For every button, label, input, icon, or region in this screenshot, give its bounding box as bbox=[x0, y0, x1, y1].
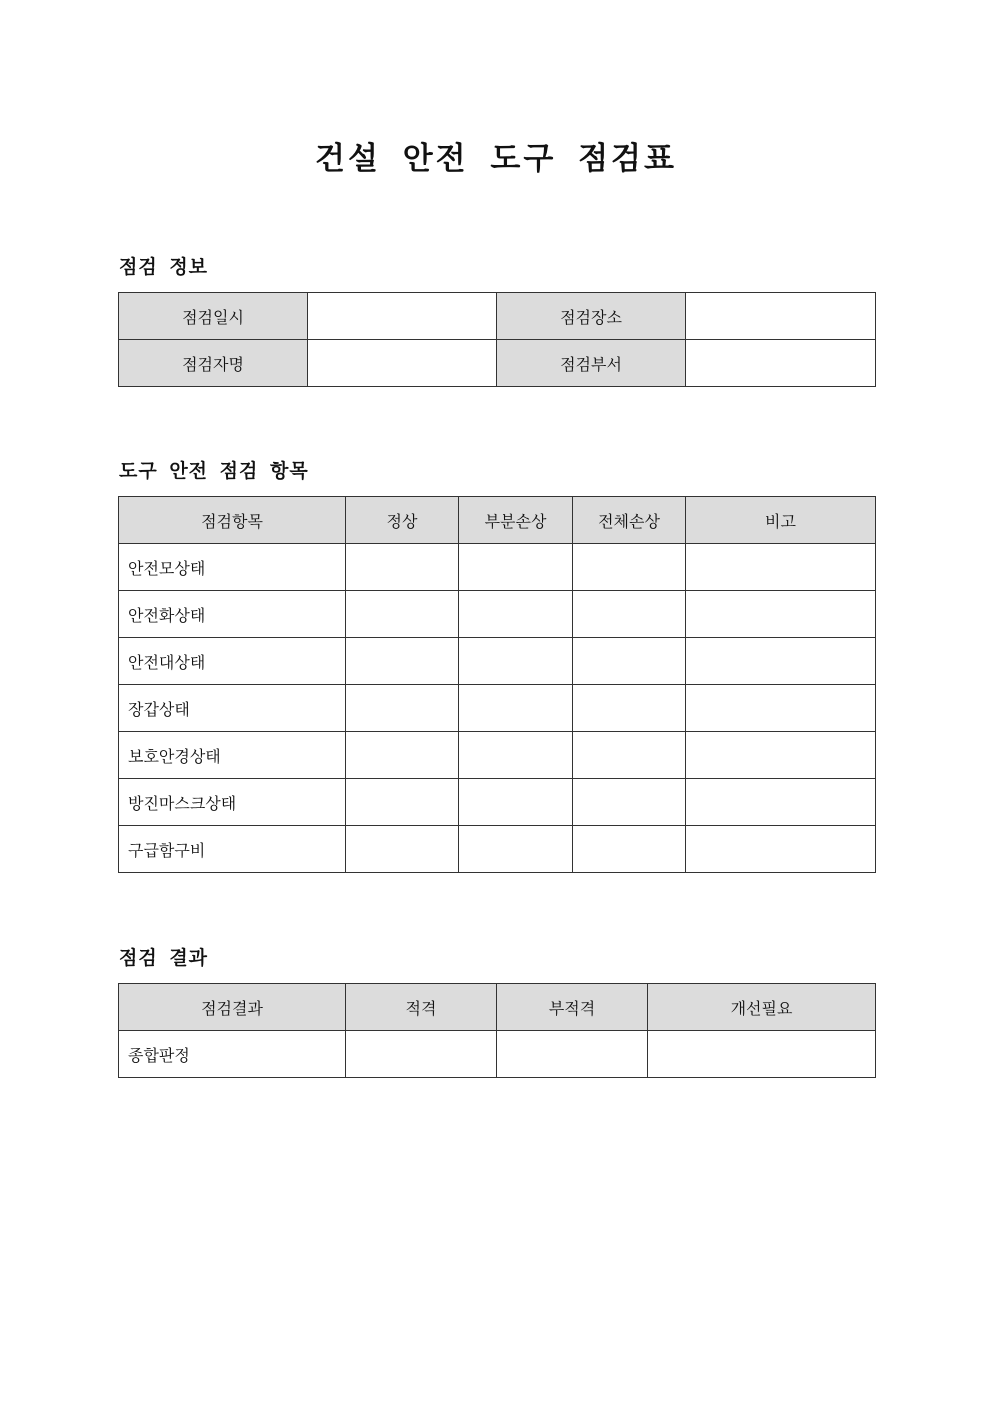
cell-partial-damage[interactable] bbox=[459, 591, 573, 638]
info-label-inspector: 점검자명 bbox=[119, 340, 308, 387]
result-header-item: 점검결과 bbox=[119, 984, 346, 1031]
cell-full-damage[interactable] bbox=[573, 544, 686, 591]
cell-remarks[interactable] bbox=[686, 779, 876, 826]
cell-remarks[interactable] bbox=[686, 638, 876, 685]
document-title: 건설 안전 도구 점검표 bbox=[315, 141, 677, 177]
info-value-date[interactable] bbox=[308, 293, 497, 340]
cell-partial-damage[interactable] bbox=[459, 638, 573, 685]
items-header-item: 점검항목 bbox=[119, 497, 346, 544]
cell-remarks[interactable] bbox=[686, 685, 876, 732]
result-header-row bbox=[119, 984, 876, 1031]
table-row bbox=[119, 685, 876, 732]
cell-partial-damage[interactable] bbox=[459, 685, 573, 732]
cell-remarks[interactable] bbox=[686, 591, 876, 638]
table-row bbox=[119, 638, 876, 685]
items-header-partial-damage: 부분손상 bbox=[459, 497, 573, 544]
table-row bbox=[119, 779, 876, 826]
result-header-pass: 적격 bbox=[346, 984, 497, 1031]
cell-normal[interactable] bbox=[346, 591, 459, 638]
cell-remarks[interactable] bbox=[686, 826, 876, 873]
cell-full-damage[interactable] bbox=[573, 826, 686, 873]
cell-full-damage[interactable] bbox=[573, 591, 686, 638]
cell-pass[interactable] bbox=[346, 1031, 497, 1078]
info-row bbox=[119, 340, 876, 387]
items-section-heading: 도구 안전 점검 항목 bbox=[119, 460, 309, 482]
result-section-heading: 점검 결과 bbox=[119, 947, 209, 969]
info-value-inspector[interactable] bbox=[308, 340, 497, 387]
cell-fail[interactable] bbox=[497, 1031, 648, 1078]
cell-full-damage[interactable] bbox=[573, 685, 686, 732]
items-header-row bbox=[119, 497, 876, 544]
item-label: 안전모상태 bbox=[119, 544, 346, 591]
cell-normal[interactable] bbox=[346, 638, 459, 685]
info-table bbox=[118, 292, 876, 387]
cell-partial-damage[interactable] bbox=[459, 544, 573, 591]
info-label-location: 점검장소 bbox=[497, 293, 686, 340]
item-label: 보호안경상태 bbox=[119, 732, 346, 779]
cell-normal[interactable] bbox=[346, 779, 459, 826]
item-label: 구급함구비 bbox=[119, 826, 346, 873]
cell-remarks[interactable] bbox=[686, 732, 876, 779]
items-header-full-damage: 전체손상 bbox=[573, 497, 686, 544]
result-label: 종합판정 bbox=[119, 1031, 346, 1078]
item-label: 장갑상태 bbox=[119, 685, 346, 732]
cell-partial-damage[interactable] bbox=[459, 732, 573, 779]
item-label: 안전대상태 bbox=[119, 638, 346, 685]
info-row bbox=[119, 293, 876, 340]
table-row bbox=[119, 544, 876, 591]
cell-normal[interactable] bbox=[346, 685, 459, 732]
result-header-needs-improvement: 개선필요 bbox=[648, 984, 876, 1031]
result-table bbox=[118, 983, 876, 1078]
cell-normal[interactable] bbox=[346, 826, 459, 873]
cell-partial-damage[interactable] bbox=[459, 826, 573, 873]
cell-full-damage[interactable] bbox=[573, 638, 686, 685]
items-table bbox=[118, 496, 876, 873]
cell-full-damage[interactable] bbox=[573, 779, 686, 826]
table-row bbox=[119, 591, 876, 638]
table-row bbox=[119, 1031, 876, 1078]
items-header-normal: 정상 bbox=[346, 497, 459, 544]
info-label-department: 점검부서 bbox=[497, 340, 686, 387]
cell-normal[interactable] bbox=[346, 732, 459, 779]
cell-needs-improvement[interactable] bbox=[648, 1031, 876, 1078]
items-header-remarks: 비고 bbox=[686, 497, 876, 544]
cell-partial-damage[interactable] bbox=[459, 779, 573, 826]
info-section-heading: 점검 정보 bbox=[119, 256, 209, 278]
table-row bbox=[119, 732, 876, 779]
cell-full-damage[interactable] bbox=[573, 732, 686, 779]
table-row bbox=[119, 826, 876, 873]
cell-remarks[interactable] bbox=[686, 544, 876, 591]
cell-normal[interactable] bbox=[346, 544, 459, 591]
item-label: 안전화상태 bbox=[119, 591, 346, 638]
info-value-location[interactable] bbox=[686, 293, 876, 340]
info-label-date: 점검일시 bbox=[119, 293, 308, 340]
item-label: 방진마스크상태 bbox=[119, 779, 346, 826]
info-value-department[interactable] bbox=[686, 340, 876, 387]
result-header-fail: 부적격 bbox=[497, 984, 648, 1031]
